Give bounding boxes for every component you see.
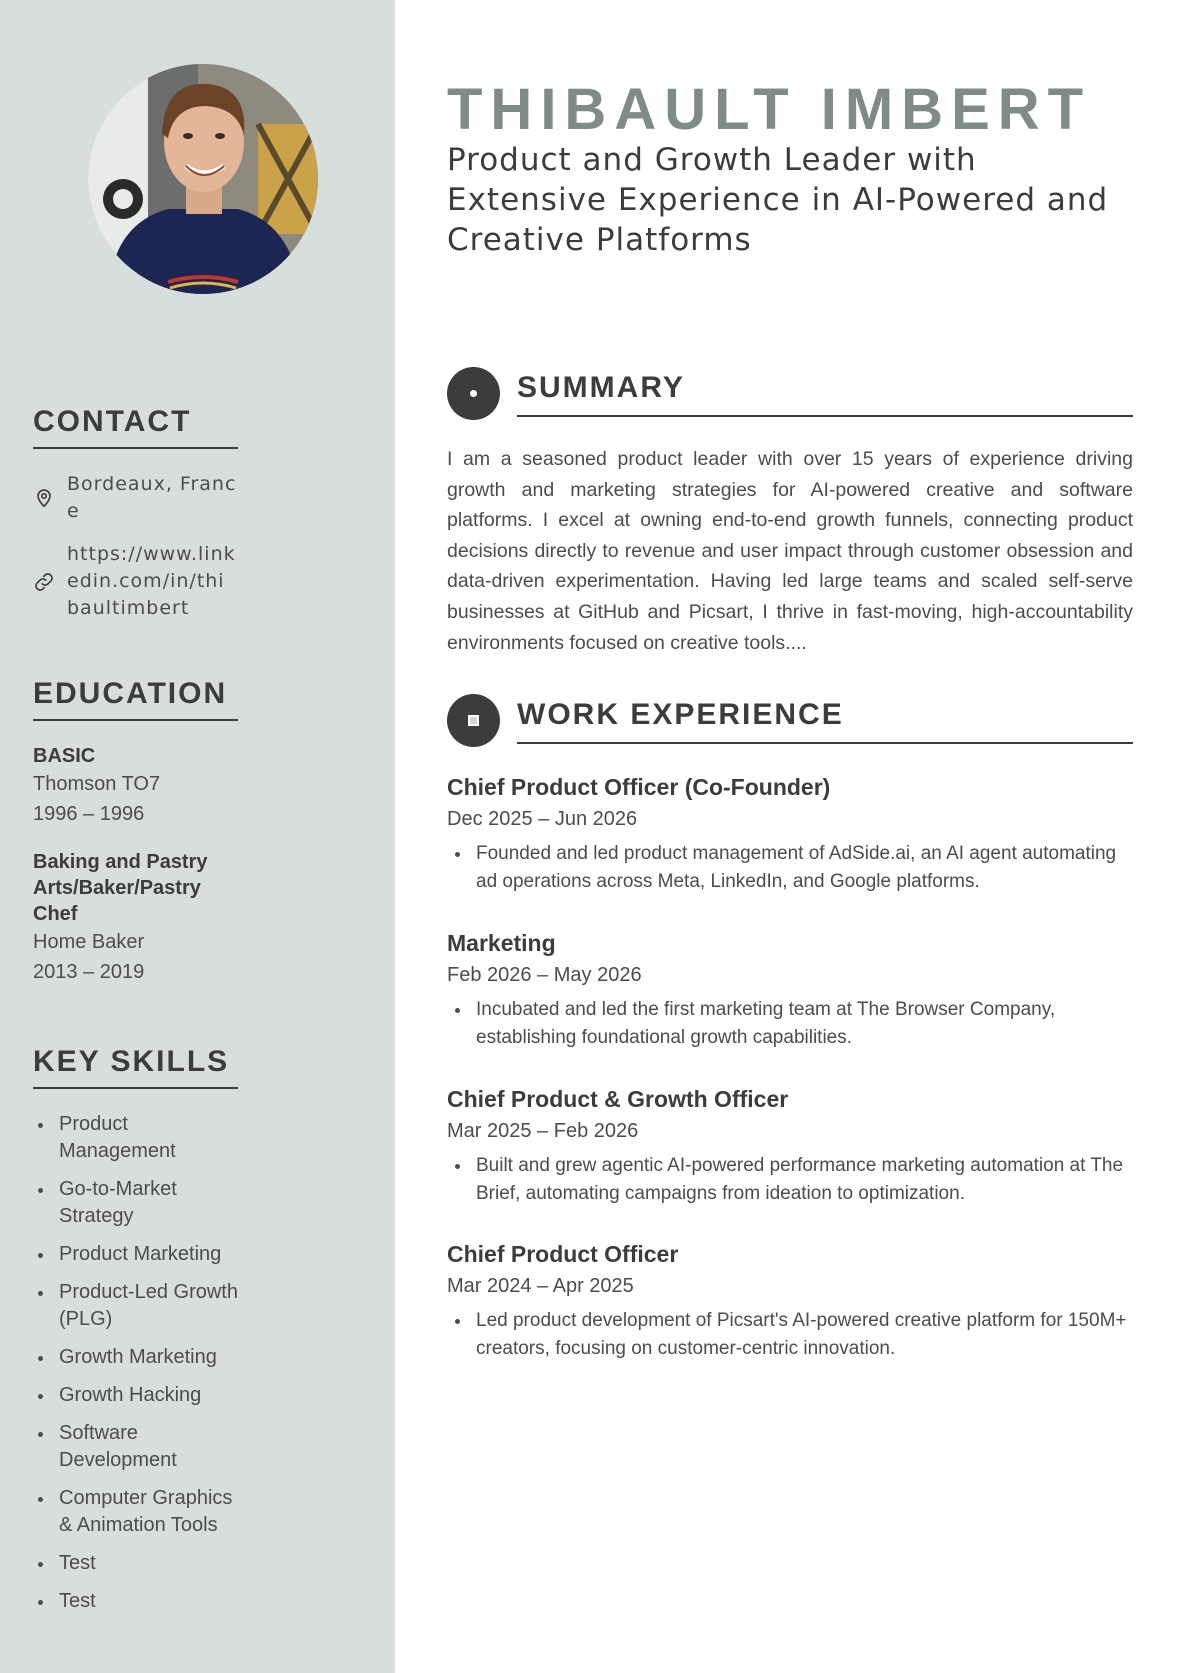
skill-item: Computer Graphics & Animation Tools [33, 1485, 238, 1539]
job-dates: Feb 2026 – May 2026 [447, 964, 642, 986]
sidebar [0, 0, 395, 1673]
skill-item: Test [33, 1588, 238, 1615]
link-icon [33, 571, 55, 593]
skill-item: Product Marketing [33, 1241, 238, 1268]
website-link[interactable]: https://www.linkedin.com/in/thibaultimbert [67, 543, 236, 619]
profile-photo [88, 64, 318, 294]
education-item [33, 849, 238, 987]
work-heading: WORK EXPERIENCE [517, 698, 844, 731]
job-title: Chief Product & Growth Officer [447, 1086, 789, 1112]
job-bullets [447, 840, 1133, 896]
job-entry [447, 928, 1133, 1052]
job-bullets [447, 1152, 1133, 1208]
contact-location [33, 471, 238, 525]
job-title: Marketing [447, 930, 556, 956]
skill-item: Growth Marketing [33, 1344, 238, 1371]
summary-divider [517, 415, 1133, 417]
job-title: Chief Product Officer (Co-Founder) [447, 774, 831, 800]
summary-section-icon [447, 367, 500, 420]
education-item [33, 743, 238, 829]
job-entry [447, 1239, 1133, 1363]
skill-item: Growth Hacking [33, 1382, 238, 1409]
job-bullet: Incubated and led the first marketing team at The Browser Company, establishing foundational growth capabilities. [447, 996, 1133, 1052]
contact-website[interactable] [33, 541, 238, 622]
work-divider [517, 742, 1133, 744]
contact-section [33, 405, 238, 622]
summary-text: I am a seasoned product leader with over 15 years of experience driving growth and marketing strategies for AI-powered creative and software platforms. I excel at owning end-to-end growth funnels, connecting product decisions directly to revenue and user impact through customer obsession and data-driven experimentation. Having led large teams and scaled self-serve businesses at GitHub and Picsart, I thrive in fast-moving, high-accountability environments focused on creative tools.... [447, 448, 1133, 654]
job-dates: Mar 2025 – Feb 2026 [447, 1120, 639, 1142]
job-title: Chief Product Officer [447, 1241, 679, 1267]
job-entry [447, 772, 1133, 896]
skill-item: Product Management [33, 1111, 238, 1165]
work-section-icon [447, 694, 500, 747]
education-degree: BASIC [33, 745, 96, 767]
contact-heading: CONTACT [33, 405, 238, 449]
work-header [447, 694, 1133, 750]
job-bullet: Founded and led product management of AdSide.ai, an AI agent automating ad operations across Meta, LinkedIn, and Google platforms. [447, 840, 1133, 896]
skill-item: Product-Led Growth (PLG) [33, 1279, 238, 1333]
map-pin-icon [33, 487, 55, 509]
skills-section [33, 1045, 238, 1626]
job-entry [447, 1084, 1133, 1208]
skills-list [33, 1111, 238, 1615]
summary-heading: SUMMARY [517, 371, 685, 404]
education-section [33, 677, 238, 987]
job-dates: Mar 2024 – Apr 2025 [447, 1275, 634, 1297]
education-heading: EDUCATION [33, 677, 238, 721]
location-text: Bordeaux, France [67, 473, 237, 522]
summary-header [447, 367, 1133, 423]
skill-item: Software Development [33, 1420, 238, 1474]
job-dates: Dec 2025 – Jun 2026 [447, 808, 638, 830]
education-dates: 2013 – 2019 [33, 961, 145, 983]
skill-item: Go-to-Market Strategy [33, 1176, 238, 1230]
job-bullets [447, 1307, 1133, 1363]
education-school: Thomson TO7 [33, 773, 161, 795]
education-school: Home Baker [33, 931, 145, 953]
job-bullet: Built and grew agentic AI-powered performance marketing automation at The Brief, automating campaigns from ideation to optimization. [447, 1152, 1133, 1208]
education-degree: Baking and Pastry Arts/Baker/Pastry Chef [33, 851, 208, 925]
job-bullets [447, 996, 1133, 1052]
skill-item: Test [33, 1550, 238, 1577]
person-headline: Product and Growth Leader with Extensive Experience in AI-Powered and Creative Platforms [447, 142, 1109, 258]
education-dates: 1996 – 1996 [33, 803, 145, 825]
job-bullet: Led product development of Picsart's AI-powered creative platform for 150M+ creators, focusing on customer-centric innovation. [447, 1307, 1133, 1363]
skills-heading: KEY SKILLS [33, 1045, 238, 1089]
person-name: THIBAULT IMBERT [447, 77, 1092, 142]
